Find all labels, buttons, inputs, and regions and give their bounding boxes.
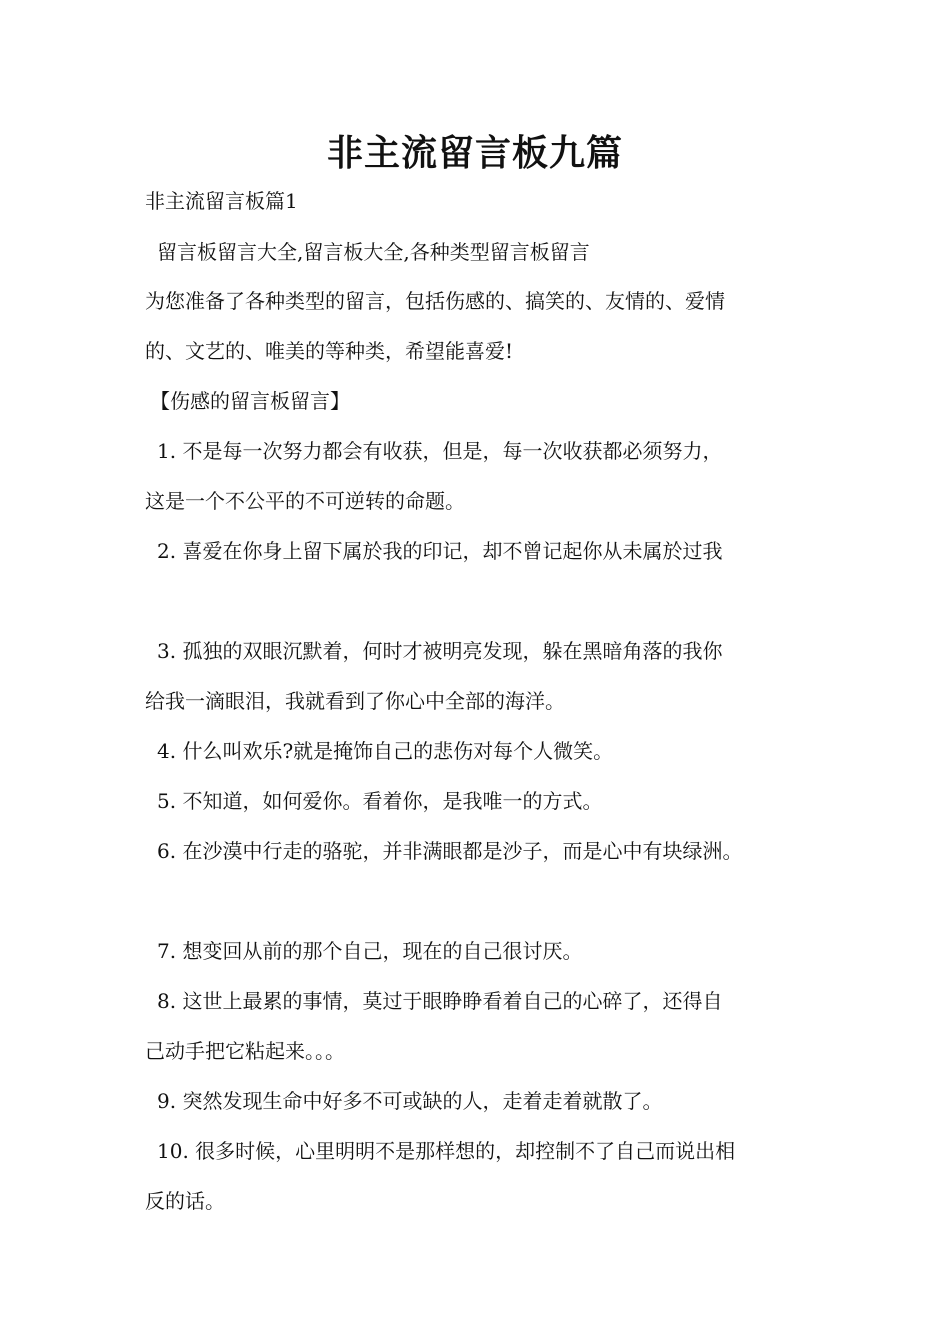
list-item-3-line-1: 3. 孤独的双眼沉默着，何时才被明亮发现，躲在黑暗角落的我你	[157, 639, 723, 663]
list-item-8-line-2: 己动手把它粘起来。。。	[145, 1039, 345, 1063]
subtitle: 留言板留言大全,留言板大全,各种类型留言板留言	[157, 240, 590, 264]
list-item-8-line-1: 8. 这世上最累的事情，莫过于眼睁睁看着自己的心碎了，还得自	[157, 989, 723, 1013]
list-item-4-line-1: 4. 什么叫欢乐?就是掩饰自己的悲伤对每个人微笑。	[157, 739, 614, 763]
list-item-2-line-1: 2. 喜爱在你身上留下属於我的印记，却不曾记起你从未属於过我	[157, 539, 723, 563]
list-item-6-line-1: 6. 在沙漠中行走的骆驼，并非满眼都是沙子，而是心中有块绿洲。	[157, 839, 743, 863]
list-item-7-line-1: 7. 想变回从前的那个自己，现在的自己很讨厌。	[157, 939, 583, 963]
list-item-1-line-2: 这是一个不公平的不可逆转的命题。	[145, 489, 465, 513]
intro-line-1: 为您准备了各种类型的留言，包括伤感的、搞笑的、友情的、爱情	[145, 289, 725, 313]
list-item-1-line-1: 1. 不是每一次努力都会有收获，但是，每一次收获都必须努力，	[157, 439, 723, 463]
section-heading: 非主流留言板篇1	[145, 189, 298, 213]
list-item-10-line-2: 反的话。	[145, 1189, 225, 1213]
category-heading: 【伤感的留言板留言】	[150, 389, 350, 413]
list-item-10-line-1: 10. 很多时候，心里明明不是那样想的，却控制不了自己而说出相	[157, 1139, 736, 1163]
list-item-9-line-1: 9. 突然发现生命中好多不可或缺的人，走着走着就散了。	[157, 1089, 663, 1113]
list-item-3-line-2: 给我一滴眼泪，我就看到了你心中全部的海洋。	[145, 689, 565, 713]
list-item-5-line-1: 5. 不知道，如何爱你。看着你，是我唯一的方式。	[157, 789, 603, 813]
document-title: 非主流留言板九篇	[326, 133, 623, 174]
intro-line-2: 的、文艺的、唯美的等种类，希望能喜爱!	[145, 339, 514, 363]
